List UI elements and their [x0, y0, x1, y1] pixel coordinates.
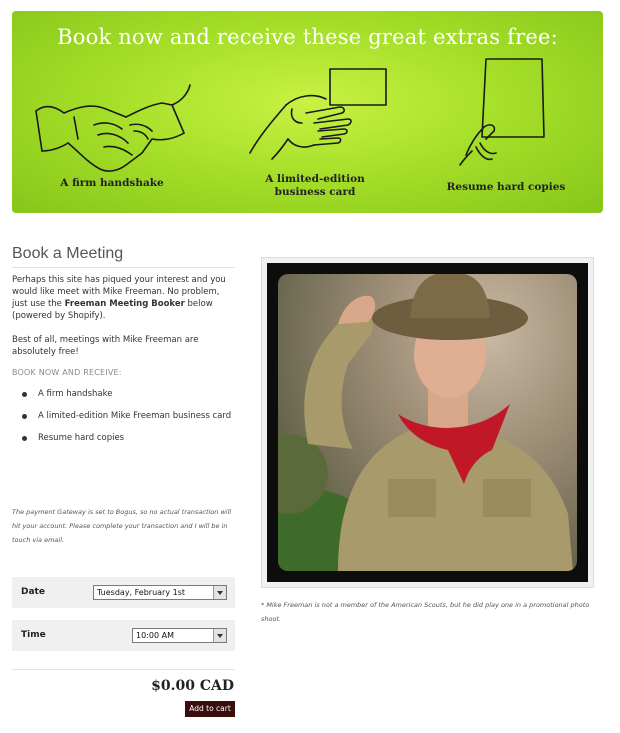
photo-frame	[261, 257, 594, 588]
gateway-note: The payment Gateway is set to Bogus, so no actual transaction will hit your account. Please complete your transaction and I will be in touch via email.	[12, 508, 232, 544]
list-item	[20, 410, 235, 423]
extra-label-business-card-line-1: A limited-edition	[265, 173, 365, 185]
benefit-list	[20, 388, 235, 454]
bullet-icon	[22, 392, 27, 397]
banner-title: Book now and receive these great extras free:	[57, 25, 558, 49]
benefit-text: A limited-edition Mike Freeman business card	[38, 411, 232, 421]
price-divider	[12, 669, 235, 670]
extra-label-business-card-line-2: business card	[274, 186, 356, 198]
extra-label-resume: Resume hard copies	[446, 181, 566, 193]
date-select-value: Tuesday, February 1st	[97, 588, 186, 597]
scout-photo	[278, 274, 577, 571]
date-row	[12, 577, 235, 608]
add-to-cart-button[interactable]: Add to cart	[185, 701, 235, 717]
business-card-icon	[244, 65, 404, 170]
chevron-down-icon[interactable]	[213, 629, 226, 642]
price: $0.00 CAD	[151, 678, 234, 694]
time-select-value: 10:00 AM	[136, 631, 174, 640]
receive-heading: BOOK NOW AND RECEIVE:	[12, 368, 122, 377]
book-meeting-title: Book a Meeting	[12, 245, 235, 268]
date-select[interactable]	[93, 585, 227, 600]
time-row	[12, 620, 235, 651]
list-item	[20, 432, 235, 445]
extra-label-handshake: A firm handshake	[60, 177, 164, 189]
handshake-icon	[34, 73, 194, 178]
free-note: Best of all, meetings with Mike Freeman are absolutely free!	[12, 335, 199, 357]
date-label: Date	[21, 587, 45, 597]
intro-paragraph	[12, 274, 237, 322]
benefit-text: Resume hard copies	[38, 433, 125, 443]
scout-figure-illustration	[278, 274, 577, 571]
extra-label-business-card	[250, 173, 380, 199]
benefit-text: A firm handshake	[38, 389, 113, 399]
chevron-down-icon[interactable]	[213, 586, 226, 599]
resume-paper-icon	[456, 55, 566, 173]
intro-text-part-1: Perhaps this site has piqued your interest and you would like meet with Mike Freeman. No problem, just use the	[12, 275, 226, 309]
photo-caption: * Mike Freeman is not a member of the American Scouts, but he did play one in a promotional photo shoot.	[261, 601, 590, 623]
extras-banner	[12, 11, 603, 213]
time-select[interactable]	[132, 628, 227, 643]
meeting-booker-name: Freeman Meeting Booker	[64, 299, 185, 309]
time-label: Time	[21, 630, 46, 640]
intro-text-part-2: below (powered by Shopify).	[12, 299, 213, 321]
photo-border	[267, 263, 588, 582]
bullet-icon	[22, 414, 27, 419]
list-item	[20, 388, 235, 401]
bullet-icon	[22, 436, 27, 441]
